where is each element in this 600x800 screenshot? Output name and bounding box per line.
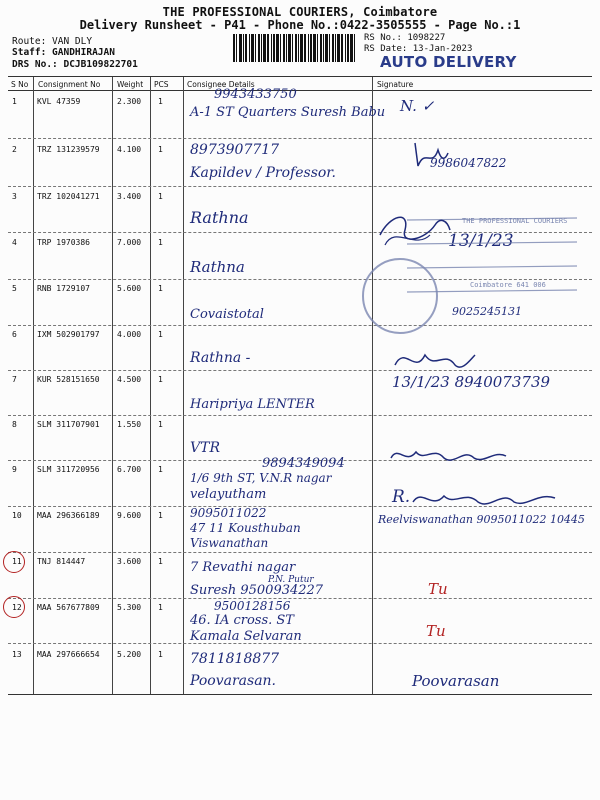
row-consignment: MAA 296366189 [37,511,100,520]
row-sno: 12 [12,603,22,612]
row-signature: Tu [428,580,448,598]
row-pcs: 1 [158,420,163,429]
row-consignment: IXM 502901797 [37,330,100,339]
row-phone: 7811818877 [190,651,280,667]
signature-scribble [375,205,455,255]
col-header-pcs: PCS [154,80,169,89]
row-weight: 2.300 [117,97,142,106]
row-consignment: KVL 47359 [37,97,81,106]
row-phone: 9500128156 [214,599,291,613]
row-weight: 1.550 [117,420,142,429]
drs-number: DRS No.: DCJB109822701 [12,59,138,70]
row-divider [8,552,592,553]
row-weight: 5.200 [117,650,142,659]
signature-scribble [410,138,450,173]
row-pcs: 1 [158,375,163,384]
row-consignee: A-1 ST Quarters Suresh Babu [190,105,386,120]
row-sno: 3 [12,192,17,201]
row-consignment: SLM 311707901 [37,420,100,429]
col-header-weight: Weight [117,80,144,89]
row-weight: 4.100 [117,145,142,154]
row-sno: 13 [12,650,22,659]
runsheet-title: Delivery Runsheet - P41 - Phone No.:0422-3505555 - Page No.:1 [79,18,521,32]
auto-delivery-stamp: AUTO DELIVERY [380,53,517,71]
row-weight: 3.600 [117,557,142,566]
signature-scribble [390,340,480,380]
row-signature: Tu [426,622,446,640]
row-divider [8,370,592,371]
col-divider [372,77,373,694]
rs-date: RS Date: 13-Jan-2023 [364,44,473,54]
row-signature: 9025245131 [452,305,522,318]
col-divider [150,77,151,694]
row-sno: 2 [12,145,17,154]
row-divider [8,138,592,139]
row-pcs: 1 [158,238,163,247]
row-address: 46. IA cross. ST [190,613,294,628]
row-pcs: 1 [158,511,163,520]
rs-number: RS No.: 1098227 [364,33,446,43]
row-sno: 5 [12,284,17,293]
row-weight: 5.300 [117,603,142,612]
row-pcs: 1 [158,603,163,612]
row-sno: 6 [12,330,17,339]
row-divider [8,598,592,599]
row-pcs: 1 [158,465,163,474]
barcode-icon [233,34,355,62]
row-signature: R. [392,487,411,507]
row-consignment: TRP 1970386 [37,238,90,247]
row-consignee: Haripriya LENTER [190,397,315,412]
signature-scribble [410,484,560,512]
row-consignee: Rathna [190,208,249,227]
row-consignment: SLM 311720956 [37,465,100,474]
row-address: 47 11 Kousthuban [190,521,301,535]
row-consignment: RNB 1729107 [37,284,90,293]
row-pcs: 1 [158,557,163,566]
col-header-consignment: Consignment No [38,80,101,89]
row-sno: 4 [12,238,17,247]
row-signature: Reelviswanathan 9095011022 10445 [378,513,585,526]
stamp-text: THE PROFESSIONAL COURIERS [462,217,568,225]
row-consignment: MAA 297666654 [37,650,100,659]
row-consignment: TRZ 131239579 [37,145,100,154]
row-phone: 9943433750 [214,87,297,102]
row-address: 1/6 9th ST, V.N.R nagar [190,471,332,485]
table-top-border [8,76,592,77]
row-weight: 3.400 [117,192,142,201]
staff-label: Staff: GANDHIRAJAN [12,47,115,58]
row-pcs: 1 [158,284,163,293]
row-signature: 9986047822 [430,156,507,170]
row-phone: 8973907717 [190,142,280,158]
row-signature: 13/1/23 [448,231,514,251]
col-divider [183,77,184,694]
row-address: 7 Revathi nagar [190,560,296,575]
row-consignment: TNJ 814447 [37,557,86,566]
row-phone: 9095011022 [190,506,267,520]
col-divider [33,77,34,694]
header-bottom-border [8,90,592,91]
row-sno: 7 [12,375,17,384]
row-divider [8,415,592,416]
row-pcs: 1 [158,192,163,201]
row-weight: 6.700 [117,465,142,474]
row-sno: 8 [12,420,17,429]
row-phone: 9894349094 [262,456,345,471]
row-divider [8,186,592,187]
row-consignee: Covaistotal [190,307,264,322]
row-consignment: KUR 528151650 [37,375,100,384]
row-consignee: Suresh 9500934227 [190,583,324,598]
col-header-sno: S No [11,80,29,89]
row-consignee: Rathna [190,258,245,276]
col-divider [112,77,113,694]
row-consignee: Kamala Selvaran [190,629,302,644]
row-sno: 1 [12,97,17,106]
row-consignee: Viswanathan [190,536,269,550]
row-pcs: 1 [158,650,163,659]
row-consignment: TRZ 102041271 [37,192,100,201]
col-header-details: Consignee Details [187,80,255,89]
route-label: Route: VAN DLY [12,36,93,47]
col-header-signature: Signature [377,80,414,89]
row-pcs: 1 [158,145,163,154]
signature-scribble [388,440,518,468]
row-signature: 13/1/23 8940073739 [392,373,551,391]
row-weight: 4.000 [117,330,142,339]
row-pcs: 1 [158,97,163,106]
stamp-subtext: Coimbatore 641 006 [470,281,546,289]
row-divider [8,325,592,326]
row-consignment: MAA 567677809 [37,603,100,612]
row-consignee: VTR [190,440,220,456]
row-sno: 9 [12,465,17,474]
table-bottom-border [8,694,592,695]
row-weight: 7.000 [117,238,142,247]
row-signature: Poovarasan [412,672,500,690]
company-title: THE PROFESSIONAL COURIERS, Coimbatore [162,5,438,19]
row-area: P.N. Putur [268,575,314,585]
row-signature: N. ✓ [400,97,435,115]
row-consignee: velayutham [190,487,267,502]
row-sno: 11 [12,557,22,566]
row-weight: 4.500 [117,375,142,384]
row-weight: 5.600 [117,284,142,293]
row-pcs: 1 [158,330,163,339]
row-consignee: Poovarasan. [190,673,277,689]
row-sno: 10 [12,511,22,520]
row-consignee: Rathna - [190,350,251,366]
row-weight: 9.600 [117,511,142,520]
row-consignee: Kapildev / Professor. [190,165,336,181]
